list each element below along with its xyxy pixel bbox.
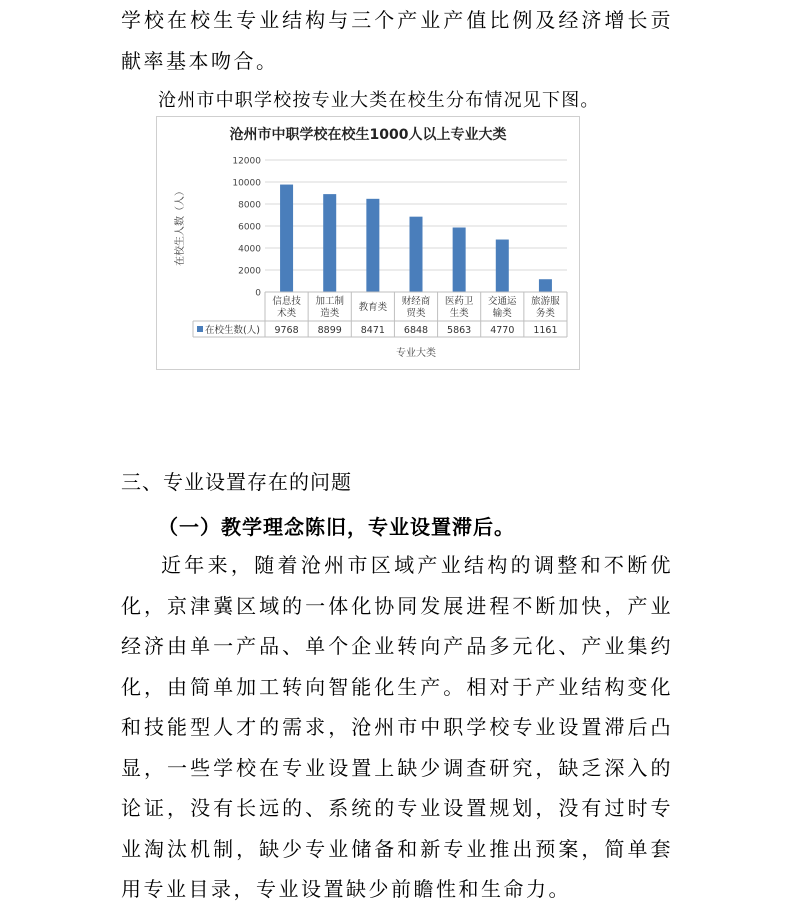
bar: [453, 228, 466, 292]
data-value-label: 8899: [317, 325, 342, 336]
bar: [366, 199, 379, 292]
data-value-label: 6848: [403, 325, 429, 336]
body-paragraph: 近年来，随着沧州市区域产业结构的调整和不断优化，京津冀区域的一体化协同发展进程不断加快，产业经济由单一产品、单个企业转向产品多元化、产业集约化，由简单加工转向智能化生产。相对于产业结构变化和技能型人才的需求，沧州市中职学校专业设置滞后凸显，一些学校在专业设置上缺少调查研究，缺乏深入的论证，没有长远的、系统的专业设置规划，没有过时专业淘汰机制，缺少专业储备和新专业推出预案，简单套用专业目录，专业设置缺少前瞻性和生命力。: [121, 553, 673, 901]
x-category-label: 造类: [320, 308, 340, 319]
x-category-label: 加工制: [315, 296, 344, 307]
x-category-label: 信息技: [272, 296, 301, 307]
bar: [280, 185, 293, 292]
bar: [323, 194, 336, 292]
x-category-label: 术类: [277, 308, 297, 319]
x-category-label: 交通运: [488, 296, 517, 307]
figure-caption: 沧州市中职学校按专业大类在校生分布情况见下图。: [158, 90, 600, 111]
bar: [539, 279, 552, 292]
x-category-label: 教育类: [358, 302, 388, 313]
data-value-label: 9768: [274, 325, 299, 336]
x-category-label: 务类: [535, 308, 555, 319]
y-tick-label: 6000: [238, 222, 261, 233]
intro-paragraph: 学校在校生专业结构与三个产业产值比例及经济增长贡献率基本吻合。: [121, 8, 673, 73]
x-category-label: 输类: [492, 308, 512, 319]
subsection-heading: （一）教学理念陈旧，专业设置滞后。: [158, 515, 515, 539]
x-axis-label: 专业大类: [396, 348, 436, 359]
y-tick-label: 0: [255, 288, 261, 299]
x-category-label: 旅游服: [531, 296, 560, 307]
chart-svg: [157, 117, 579, 369]
data-value-label: 4770: [490, 325, 515, 336]
section-heading: 三、专业设置存在的问题: [121, 470, 352, 494]
y-axis-label: 在校生人数（人）: [175, 186, 186, 266]
y-tick-label: 10000: [232, 178, 261, 189]
x-category-label: 医药卫: [444, 296, 474, 307]
data-value-label: 5863: [447, 325, 472, 336]
x-category-label: 生类: [449, 308, 469, 319]
x-category-label: 贸类: [406, 308, 426, 319]
bar-chart: [156, 116, 580, 370]
data-value-label: 1161: [533, 325, 558, 336]
data-value-label: 8471: [360, 325, 385, 336]
legend-key: [197, 326, 203, 332]
legend-label: 在校生数(人): [205, 325, 260, 336]
y-tick-label: 8000: [238, 200, 261, 211]
y-tick-label: 12000: [232, 156, 261, 167]
bar: [410, 217, 423, 292]
x-category-label: 财经商: [401, 296, 431, 307]
bar: [496, 240, 509, 292]
chart-title: 沧州市中职学校在校生1000人以上专业大类: [229, 127, 507, 143]
y-tick-label: 2000: [238, 266, 261, 277]
y-tick-label: 4000: [238, 244, 261, 255]
